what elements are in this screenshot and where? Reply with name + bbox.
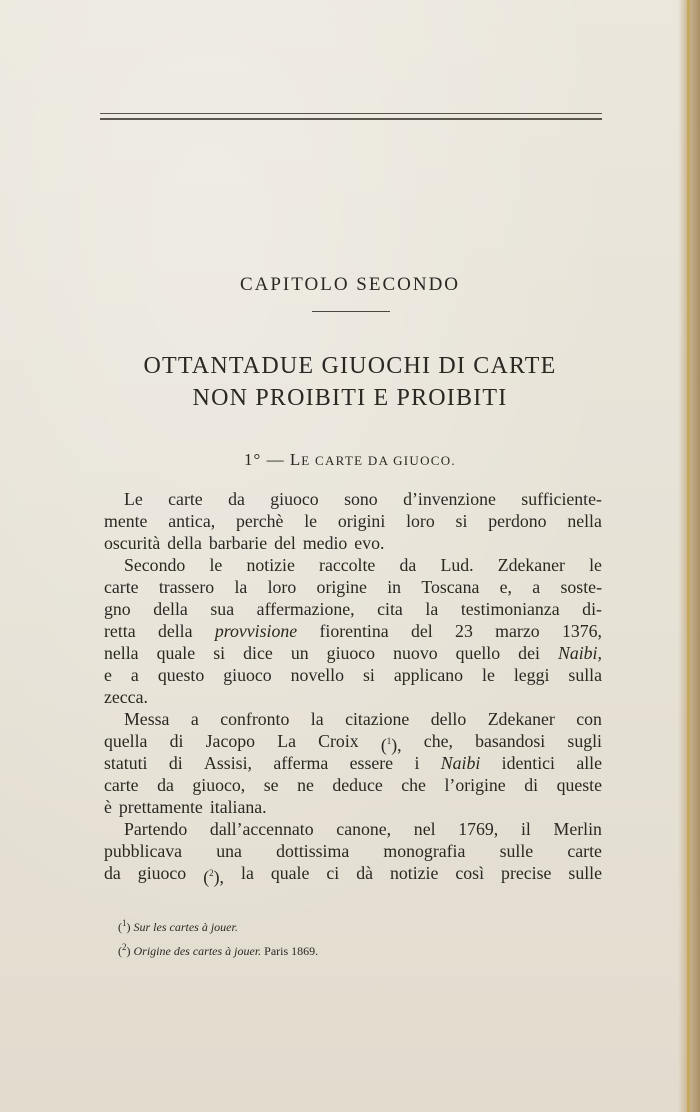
body-word: Lud.: [440, 555, 474, 575]
body-word: sulle: [499, 841, 534, 861]
body-line: [104, 510, 602, 532]
body-word: dottissima: [276, 841, 350, 861]
body-word: quale: [156, 643, 196, 663]
body-word: il: [520, 819, 531, 839]
body-word: giuoco: [137, 863, 187, 883]
body-word: medio: [302, 533, 348, 553]
body-word: le: [589, 555, 602, 575]
body-word: la: [241, 863, 254, 883]
body-word: confronto: [220, 709, 290, 729]
body-word: dice: [243, 643, 273, 663]
body-word: evo.: [354, 533, 385, 553]
body-word: giuoco: [270, 489, 319, 509]
page-edge-line: [687, 0, 690, 1112]
body-word: cita: [377, 599, 403, 619]
body-word: che: [401, 775, 426, 795]
body-word: barbarie: [208, 533, 268, 553]
body-word: le: [209, 555, 223, 575]
body-word: raccolte: [319, 555, 376, 575]
body-line: [104, 598, 602, 620]
body-word: sufficiente-: [521, 489, 602, 509]
body-word: Naibi,: [557, 643, 602, 663]
body-word: Zdekaner: [487, 709, 555, 729]
body-line: [104, 642, 602, 664]
footnote-1-mark: 1: [122, 918, 127, 928]
body-word: Toscana: [421, 577, 480, 597]
body-word: di: [169, 731, 184, 751]
section-number: 1°: [244, 450, 262, 469]
body-word: nella: [104, 643, 139, 663]
body-word: le: [482, 665, 495, 685]
body-word: Le: [124, 489, 143, 509]
body-word: un: [290, 643, 309, 663]
body-word: zecca.: [104, 687, 148, 707]
body-word: in: [387, 577, 402, 597]
section-heading: [0, 450, 700, 470]
body-word: giuoco,: [192, 775, 246, 795]
body-word: a: [532, 577, 541, 597]
body-line: [104, 818, 602, 840]
body-word: di: [524, 775, 539, 795]
body-word: della: [153, 599, 188, 619]
body-word: precise: [501, 863, 552, 883]
body-word: antica,: [168, 511, 216, 531]
chapter-title-line-1: OTTANTADUE GIUOCHI DI CARTE: [143, 353, 557, 379]
body-word: notizie: [390, 863, 439, 883]
body-word: applicano: [393, 665, 463, 685]
body-line: [104, 664, 602, 686]
body-line: [104, 752, 602, 774]
body-word: basandosi: [475, 731, 546, 751]
body-word: e: [104, 665, 112, 685]
body-word: da: [399, 555, 417, 575]
body-word: perchè: [235, 511, 284, 531]
body-word: sugli: [567, 731, 602, 751]
body-word: sulle: [568, 863, 602, 883]
body-word: nel: [413, 819, 436, 839]
body-word: loro: [406, 511, 435, 531]
body-word: carte: [567, 841, 602, 861]
body-word: di: [168, 753, 183, 773]
body-word: affermazione,: [256, 599, 355, 619]
body-word: del: [274, 533, 296, 553]
body-word: nella: [567, 511, 602, 531]
header-double-rule: [100, 113, 602, 120]
body-word: essere: [349, 753, 394, 773]
body-word: gno: [104, 599, 131, 619]
body-word: novello: [290, 665, 344, 685]
section-dash: —: [266, 450, 285, 469]
body-word: Merlin: [553, 819, 602, 839]
body-word: deduce: [332, 775, 383, 795]
body-word: Zdekaner: [497, 555, 565, 575]
body-word: sono: [344, 489, 378, 509]
body-word: la: [234, 577, 248, 597]
body-word: trassero: [158, 577, 215, 597]
body-word: marzo: [495, 621, 540, 641]
body-word: alle: [576, 753, 602, 773]
body-word: pubblicava: [104, 841, 183, 861]
body-word: ne: [297, 775, 314, 795]
body-word: fiorentina: [319, 621, 389, 641]
body-word: dall’accennato: [209, 819, 314, 839]
body-word: questo: [157, 665, 205, 685]
body-word: retta: [104, 621, 136, 641]
body-word: queste: [556, 775, 602, 795]
chapter-divider: [312, 311, 390, 312]
body-word: della: [167, 533, 202, 553]
body-word: testimonianza: [460, 599, 560, 619]
body-word: statuti: [104, 753, 148, 773]
body-word: a: [130, 665, 139, 685]
chapter-title: [0, 350, 700, 414]
body-word: si: [455, 511, 468, 531]
body-word: quale: [270, 863, 310, 883]
body-word: dà: [356, 863, 373, 883]
body-word: carte: [104, 577, 139, 597]
body-word: dello: [430, 709, 467, 729]
body-word: soste-: [560, 577, 602, 597]
body-word: con: [576, 709, 602, 729]
body-word: giuoco: [326, 643, 376, 663]
footnote-2-tail: Paris 1869.: [264, 944, 319, 958]
footnotes: [118, 913, 598, 961]
body-word: 1376,: [561, 621, 602, 641]
body-word: da: [157, 775, 174, 795]
section-initial: L: [289, 450, 302, 469]
body-line: [104, 840, 602, 862]
body-word: la: [425, 599, 439, 619]
body-word: ($^2$),: [203, 866, 224, 887]
body-line: [104, 620, 602, 642]
body-word: se: [263, 775, 279, 795]
body-word: e,: [499, 577, 512, 597]
body-word: della: [157, 621, 193, 641]
body-word: carte: [104, 775, 139, 795]
body-word: a: [190, 709, 199, 729]
body-word: italiana.: [209, 797, 267, 817]
body-word: identici: [501, 753, 555, 773]
body-word: notizie: [246, 555, 295, 575]
footnote-1-title: Sur les cartes à jouer.: [133, 920, 238, 934]
body-word: si: [213, 643, 226, 663]
body-word: loro: [267, 577, 297, 597]
body-word: oscurità: [104, 533, 161, 553]
body-word: di-: [582, 599, 602, 619]
body-word: afferma: [273, 753, 329, 773]
body-word: sulla: [568, 665, 602, 685]
body-word: carte: [168, 489, 203, 509]
body-word: da: [104, 863, 121, 883]
body-word: monografia: [383, 841, 466, 861]
body-word: origine: [316, 577, 367, 597]
chapter-title-line-2: NON PROIBITI E PROIBITI: [192, 385, 508, 411]
body-line: [104, 708, 602, 730]
body-word: mente: [104, 511, 148, 531]
chapter-label: CAPITOLO SECONDO: [239, 274, 461, 295]
body-word: che,: [423, 731, 453, 751]
body-line: [104, 576, 602, 598]
body-line: [104, 554, 602, 576]
body-word: i: [414, 753, 420, 773]
body-word: 23: [455, 621, 473, 641]
body-word: dei: [518, 643, 540, 663]
body-line: [104, 686, 602, 708]
body-line: [104, 862, 602, 887]
body-word: nuovo: [393, 643, 438, 663]
body-word: ($^1$),: [380, 734, 402, 755]
body-word: Croix: [318, 731, 359, 751]
body-text: [104, 488, 602, 887]
body-word: quella: [104, 731, 148, 751]
body-word: 1769,: [458, 819, 499, 839]
body-word: giuoco: [223, 665, 272, 685]
footnote-1: ($^1$) Sur les cartes à jouer.: [118, 918, 238, 934]
body-word: si: [363, 665, 375, 685]
section-title: E CARTE DA GIUOCO.: [301, 453, 456, 468]
body-word: Assisi,: [204, 753, 252, 773]
body-word: sua: [210, 599, 235, 619]
body-word: da: [228, 489, 245, 509]
body-word: ci: [326, 863, 340, 883]
body-line: [104, 774, 602, 796]
body-word: Secondo: [124, 555, 186, 575]
body-word: d’invenzione: [403, 489, 496, 509]
body-word: Jacopo: [205, 731, 256, 751]
body-word: le: [304, 511, 318, 531]
body-word: canone,: [336, 819, 392, 839]
body-line: [104, 532, 602, 554]
body-word: quello: [455, 643, 501, 663]
body-word: Naibi: [440, 753, 481, 773]
body-word: La: [277, 731, 296, 751]
footnote-2: ($^2$) Origine des cartes à jouer. Paris 1869.: [118, 942, 319, 958]
footnote-2-title: Origine des cartes à jouer.: [133, 944, 262, 958]
body-word: una: [216, 841, 242, 861]
body-word: origini: [337, 511, 386, 531]
body-line: [104, 796, 602, 818]
body-word: citazione: [345, 709, 410, 729]
body-word: è: [104, 797, 112, 817]
body-word: Partendo: [124, 819, 188, 839]
body-line: [104, 488, 602, 510]
footnote-2-mark: 2: [122, 942, 127, 952]
body-word: Messa: [124, 709, 170, 729]
body-word: prettamente: [118, 797, 203, 817]
body-word: leggi: [513, 665, 550, 685]
body-word: la: [310, 709, 324, 729]
body-word: l’origine: [444, 775, 506, 795]
body-line: [104, 730, 602, 755]
body-word: perdono: [488, 511, 547, 531]
body-word: provvisione: [214, 621, 298, 641]
body-word: così: [455, 863, 485, 883]
body-word: del: [410, 621, 433, 641]
